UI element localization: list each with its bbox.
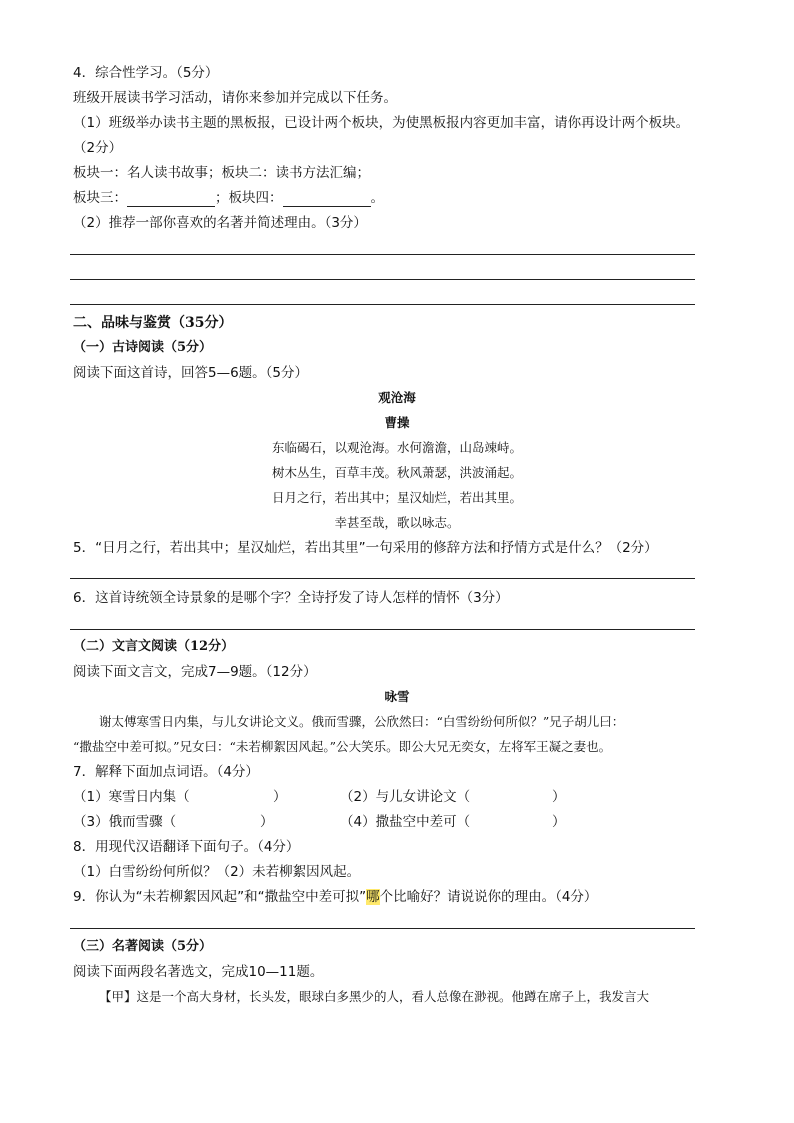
q7-item-1: （1）寒雪日内集（ <box>73 789 190 805</box>
q9-before: 9．你认为“未若柳絮因风起”和“撒盐空中差可拟” <box>73 889 367 905</box>
poem-instruction: 阅读下面这首诗，回答5—6题。（5分） <box>73 365 309 381</box>
q7-item-3: （3）俄而雪骤（ <box>73 814 177 830</box>
poem-line-1: 东临碣石，以观沧海。水何澹澹，山岛竦峙。 <box>271 440 522 455</box>
q4-title: 4．综合性学习。（5分） <box>73 65 219 81</box>
q4-part2: （2）推荐一部你喜欢的名著并简述理由。（3分） <box>73 215 367 231</box>
q7-item-4: （4）撒盐空中差可（ <box>340 814 471 830</box>
classic-section-title: （三）名著阅读（5分） <box>73 939 213 954</box>
classic-excerpt: 【甲】这是一个高大身材，长头发，眼球白多黑少的人，看人总像在渺视。他蹲在席子上，我发言大 <box>99 989 650 1004</box>
question-8: 8．用现代汉语翻译下面句子。（4分） <box>73 839 300 855</box>
poem-author: 曹操 <box>384 415 410 430</box>
q7-item-2: （2）与儿女讲论文（ <box>340 789 471 805</box>
question-6: 6．这首诗统领全诗景象的是哪个字？全诗抒发了诗人怎样的情怀（3分） <box>73 590 509 606</box>
answer-line-2[interactable] <box>70 279 695 280</box>
q4-part1-score: （2分） <box>73 140 123 156</box>
q4-part1: （1）班级举办读书主题的黑板报，已设计两个板块，为使黑板报内容更加丰富，请你再设计两个板块。 <box>73 115 690 131</box>
block4-label: ；板块四： <box>215 190 283 206</box>
blocks-end: 。 <box>370 190 384 206</box>
prose-text-title: 咏雪 <box>384 689 410 704</box>
section2-title: 二、品味与鉴赏（35分） <box>73 315 233 331</box>
q5-answer-line[interactable] <box>70 578 695 579</box>
prose-instruction: 阅读下面文言文，完成7—9题。（12分） <box>73 664 317 680</box>
q7-item-4-close: ） <box>552 814 566 830</box>
question-5: 5．“日月之行，若出其中；星汉灿烂，若出其里”一句采用的修辞方法和抒情方式是什么？（2分） <box>73 540 658 556</box>
prose-section-title: （二）文言文阅读（12分） <box>73 639 235 654</box>
answer-line-1[interactable] <box>70 254 695 255</box>
block4-answer-blank[interactable] <box>283 193 371 207</box>
prose-text-line-2: “撒盐空中差可拟。”兄女曰：“未若柳絮因风起。”公大笑乐。即公大兄无奕女，左将军王凝之妻也。 <box>73 739 612 754</box>
question-7: 7．解释下面加点词语。（4分） <box>73 764 259 780</box>
q7-item-3-close: ） <box>260 814 274 830</box>
poem-line-2: 树木丛生，百草丰茂。秋风萧瑟，洪波涌起。 <box>271 465 522 480</box>
q7-item-2-close: ） <box>552 789 566 805</box>
poem-title: 观沧海 <box>378 390 416 405</box>
q6-answer-line[interactable] <box>70 629 695 630</box>
question-8-items: （1）白雪纷纷何所似？（2）未若柳絮因风起。 <box>73 864 361 880</box>
block3-label: 板块三： <box>73 190 127 206</box>
q9-answer-line[interactable] <box>70 928 695 929</box>
q9-after: 个比喻好？请说说你的理由。（4分） <box>379 889 598 905</box>
prose-text-line-1: 谢太傅寒雪日内集，与儿女讲论文义。俄而雪骤，公欣然曰：“白雪纷纷何所似？”兄子胡儿曰： <box>99 714 625 729</box>
q4-blocks-blank-row <box>73 189 384 207</box>
poem-section-title: （一）古诗阅读（5分） <box>73 340 213 355</box>
q4-blocks-given: 板块一：名人读书故事；板块二：读书方法汇编； <box>73 165 370 181</box>
q7-item-1-close: ） <box>273 789 287 805</box>
question-9 <box>73 888 597 906</box>
poem-line-4: 幸甚至哉，歌以咏志。 <box>334 515 460 530</box>
q9-highlight: 哪 <box>366 889 380 905</box>
answer-line-3[interactable] <box>70 304 695 305</box>
classic-instruction: 阅读下面两段名著选文，完成10—11题。 <box>73 964 324 980</box>
poem-line-3: 日月之行，若出其中；星汉灿烂，若出其里。 <box>271 490 522 505</box>
block3-answer-blank[interactable] <box>127 193 215 207</box>
q4-intro: 班级开展读书学习活动，请你来参加并完成以下任务。 <box>73 90 397 106</box>
